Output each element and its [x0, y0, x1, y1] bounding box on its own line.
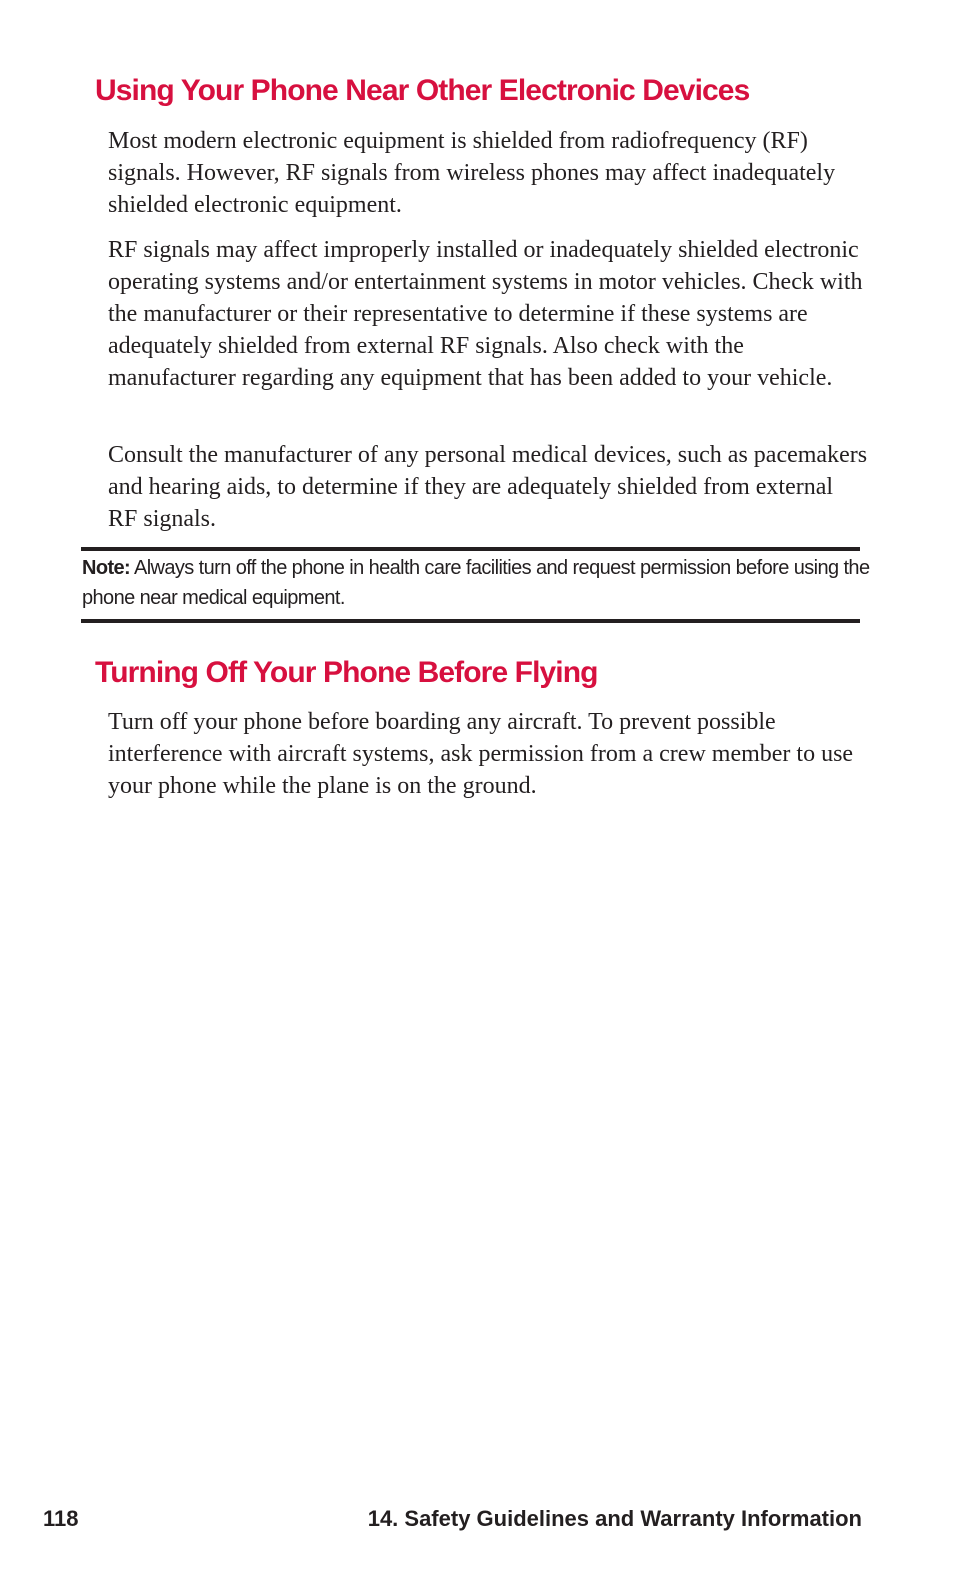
paragraph-rf-shielding: Most modern electronic equipment is shielded from radiofrequency (RF) signals. However, RF signals from wireless phones may affect inadequately shielded electronic equipment. [108, 128, 836, 218]
footer-chapter-title: 14. Safety Guidelines and Warranty Information [367, 1506, 862, 1531]
paragraph-aircraft: Turn off your phone before boarding any aircraft. To prevent possible interference with aircraft systems, ask permission from a crew member to use your phone while the plane is on the ground. [108, 709, 854, 799]
section-heading-flying: Turning Off Your Phone Before Flying [95, 656, 598, 689]
note-bottom-rule [81, 619, 860, 623]
note-top-rule [81, 547, 860, 551]
section-heading-electronic-devices: Using Your Phone Near Other Electronic Devices [95, 74, 750, 107]
paragraph-motor-vehicles: RF signals may affect improperly installed or inadequately shielded electronic operating systems and/or entertainment systems in motor vehicles. Check with the manufacturer or their representative to determine if these systems are adequately shielded from external RF signals. Also check with the manufacturer regarding any equipment that has been added to your vehicle. [108, 237, 863, 391]
note-text: Always turn off the phone in health care facilities and request permission before using the phone near medical equipment. [82, 557, 870, 609]
paragraph-medical-devices: Consult the manufacturer of any personal medical devices, such as pacemakers and hearing aids, to determine if they are adequately shielded from external RF signals. [108, 442, 868, 532]
note-label: Note: [82, 557, 131, 579]
page-number: 118 [43, 1506, 79, 1531]
note-box [82, 553, 872, 613]
